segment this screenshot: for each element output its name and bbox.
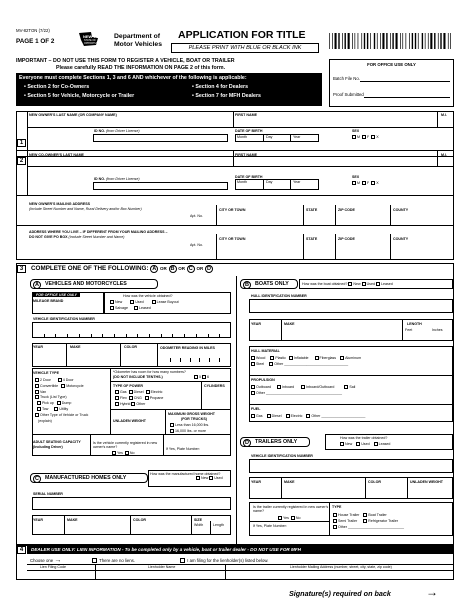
max-gross-options[interactable]: Less than 16,000 lbs. 16,000 lbs. or more: [170, 423, 209, 434]
field-divider: [44, 334, 45, 338]
vin-label: VEHICLE IDENTIFICATION NUMBER: [33, 317, 95, 321]
boat-inches-label: Inches: [432, 328, 443, 332]
vehicle-type-options[interactable]: 2 Door 4 Door Convertible Motorcycle Van Truck (List Type) Pick up Dump Tow Utility Other Type of Vehicle or Truck (explain): [35, 378, 88, 424]
lienholder-address-label: Lienholder Mailing Address (number, street, city, state, zip code): [290, 565, 392, 569]
barcode-bar: [422, 33, 423, 49]
field-divider: [172, 334, 173, 338]
barcode-bar: [412, 33, 413, 49]
part-b-heading: [240, 279, 298, 289]
barcode-bar: [382, 33, 384, 49]
barcode-bar: [352, 33, 353, 49]
odometer-digits-options[interactable]: 5 6: [194, 375, 209, 379]
field-divider: [79, 334, 80, 338]
barcode-bar: [361, 33, 362, 49]
office-only-tag: FOR OFFICE USE ONLY: [33, 293, 80, 297]
barcode-bar: [338, 33, 339, 49]
mailing-state-label: STATE: [306, 208, 318, 212]
section-2-number: 2: [17, 157, 26, 165]
trailer-type-label: TYPE: [332, 505, 342, 509]
residence-street-field[interactable]: [29, 245, 189, 257]
trailer-vin-field[interactable]: [249, 459, 453, 473]
dealer-bar-text: DEALER USE ONLY: LIEN INFORMATION - To be completed only by a vehicle, boat or trailer dealer - DO NOT USE FOR MFH: [31, 547, 301, 552]
part-c-title: MANUFACTURED HOMES ONLY: [45, 475, 127, 481]
vehicle-make-label: MAKE: [70, 345, 81, 349]
barcode-bar: [438, 33, 439, 49]
part-c-letter: C: [33, 475, 41, 483]
barcode-bar: [355, 33, 356, 49]
lien-choose-one: Choose one →: [30, 557, 62, 564]
home-year-label: YEAR: [33, 518, 43, 522]
boat-obtained-options[interactable]: How was the boat obtained? New Used Leased: [302, 282, 393, 286]
residence-city-label: CITY OR TOWN: [219, 237, 246, 241]
vehicle-year-label: YEAR: [33, 345, 43, 349]
mailing-address-note: (Include Street Number and Name, Rural Delivery and/or Box Number): [29, 207, 142, 211]
trailer-unladen-label: UNLADEN WEIGHT: [410, 480, 443, 484]
power-type-options[interactable]: Gas Diesel Electric Flex CNG Propane Hybrid Other: [115, 390, 163, 407]
owner-dob-month: Month: [237, 135, 247, 139]
trailer-make-label: MAKE: [284, 480, 295, 484]
agency-line2: Motor Vehicles: [114, 40, 162, 48]
barcode-bar: [380, 33, 381, 49]
section-1-number: 1: [17, 139, 26, 147]
vehicle-plate-label: If Yes, Plate Number:: [166, 447, 200, 451]
vehicle-registered-options[interactable]: Yes No: [112, 451, 134, 455]
trailer-registered-options[interactable]: Yes No: [278, 516, 300, 520]
batch-label: Batch File No.: [333, 76, 360, 81]
logo-state: NEW YORK: [83, 34, 105, 39]
lienholder-name-label: Lienholder Name: [148, 565, 176, 569]
coowner-dob-day: Day: [266, 180, 273, 184]
barcode-bar: [409, 33, 410, 49]
field-divider: [126, 334, 127, 338]
part-a-title: VEHICLES AND MOTORCYCLES: [45, 281, 127, 287]
barcode-bar: [332, 33, 333, 49]
residence-address-label: ADDRESS WHERE YOU LIVE – IF DIFFERENT FROM YOUR MAILING ADDRESS –: [29, 230, 168, 234]
field-divider: [170, 358, 171, 362]
odometer-label: ODOMETER READING IN MILES: [160, 346, 215, 350]
mailing-county-label: COUNTY: [393, 208, 409, 212]
field-divider: [199, 358, 200, 362]
home-obtained-label: How was the manufactured home obtained?: [150, 472, 221, 476]
field-divider: [67, 334, 68, 338]
barcode-bar: [364, 33, 365, 49]
field-divider: [184, 334, 185, 338]
mailing-apt-label: Apt. No.: [190, 214, 203, 218]
trailer-plate-label: If Yes, Plate Number:: [253, 524, 287, 528]
no-liens-option[interactable]: There are no liens.: [92, 558, 135, 563]
residence-apt-label: Apt. No.: [190, 243, 203, 247]
part-a-heading: [30, 279, 158, 289]
part-c-heading: [30, 473, 148, 483]
barcode-bar: [425, 33, 426, 49]
barcode-bar: [443, 33, 445, 49]
barcode-bar: [396, 33, 398, 49]
field-divider: [190, 358, 191, 362]
coowner-dob-month: Month: [237, 180, 247, 184]
bullet-4: • Section 7 for MFH Dealers: [192, 93, 261, 99]
owner-dob-field[interactable]: [235, 134, 319, 142]
bullet-2: • Section 4 for Dealers: [192, 84, 249, 90]
residence-county-label: COUNTY: [393, 237, 409, 241]
coowner-first-name-label: FIRST NAME: [235, 153, 257, 157]
field-divider: [91, 334, 92, 338]
residence-state-label: STATE: [306, 237, 318, 241]
barcode-bar: [390, 33, 391, 49]
odometer-field[interactable]: [160, 352, 229, 362]
ink-instruction: PLEASE PRINT WITH BLUE OR BLACK INK: [188, 45, 302, 51]
owner-id-label: ID NO. (from Driver License): [94, 129, 140, 133]
owner-dob-day: Day: [266, 135, 273, 139]
owner-dob-year: Year: [293, 135, 301, 139]
barcode-bar: [342, 33, 343, 49]
owner-first-name-field[interactable]: [235, 118, 435, 126]
proof-label: Proof Submitted: [333, 92, 364, 97]
owner-sex-label: SEX: [352, 129, 360, 133]
barcode-bar: [358, 33, 359, 49]
vehicle-obtained-row2[interactable]: Salvage Leased: [110, 306, 151, 310]
hin-label: HULL IDENTIFICATION NUMBER: [251, 294, 307, 298]
trailer-registered-question: Is the trailer currently registered in new owner's name?: [253, 505, 329, 514]
page-number: PAGE 1 OF 2: [16, 38, 55, 45]
required-sections-heading: Everyone must complete Sections 1, 3 and 6 AND whichever of the following is applicable:: [19, 75, 247, 81]
lien-arrow-icon: →: [54, 557, 62, 564]
barcode-bar: [370, 33, 371, 49]
owner-dob-label: DATE OF BIRTH: [235, 129, 263, 133]
vin-field[interactable]: [32, 322, 231, 338]
part-b-title: BOATS ONLY: [255, 281, 289, 287]
coowner-first-name-field[interactable]: [235, 158, 435, 166]
agency-name: [114, 33, 162, 48]
field-divider: [137, 334, 138, 338]
mailing-address-label: NEW OWNER'S MAILING ADDRESS: [29, 202, 91, 206]
vehicle-type-label: VEHICLE TYPE: [33, 371, 59, 375]
part-d-title: TRAILERS ONLY: [255, 439, 298, 445]
barcode-bar: [430, 33, 432, 49]
barcode-bar: [450, 33, 451, 49]
nys-logo: [78, 31, 108, 48]
barcode-bar: [406, 33, 407, 49]
mileage-brand-label: MILEAGE BRAND: [33, 299, 64, 303]
boat-year-label: YEAR: [251, 322, 261, 326]
owner-mi-field[interactable]: [439, 118, 453, 126]
trailer-color-label: COLOR: [368, 480, 381, 484]
boat-length-label: LENGTH: [407, 322, 422, 326]
barcode-icon: [329, 33, 453, 49]
barcode-bar: [440, 33, 441, 49]
barcode-bar: [428, 33, 429, 49]
important-line1: IMPORTANT – DO NOT USE THIS FORM TO REGISTER A VEHICLE, BOAT OR TRAILER: [16, 58, 235, 64]
part-a-letter: A: [33, 281, 41, 289]
fuel-options[interactable]: Gas Diesel Electric Other ______________________: [251, 414, 365, 418]
field-divider: [149, 334, 150, 338]
trailer-type-options[interactable]: House Trailer Boat Trailer Semi Trailer Refrigerator Trailer Other ____________________________: [333, 512, 404, 530]
agency-line1: Department of: [114, 33, 161, 40]
part-d-letter: D: [243, 439, 251, 447]
form-title: APPLICATION FOR TITLE: [178, 29, 306, 41]
part-d-heading: [240, 437, 310, 447]
owner-sex-options[interactable]: M F X: [352, 135, 379, 139]
coowner-dob-field[interactable]: [235, 179, 319, 190]
signature-required: Signature(s) required on back: [289, 589, 391, 598]
coowner-sex-label: SEX: [352, 175, 360, 179]
lien-code-label: Lien Filing Code: [40, 565, 66, 569]
vehicle-obtained-row1[interactable]: New Used Lease Buyout: [110, 300, 179, 304]
barcode-bar: [448, 33, 449, 49]
boat-make-label: MAKE: [284, 322, 295, 326]
home-obtained-options[interactable]: New Used: [196, 476, 223, 480]
field-divider: [209, 358, 210, 362]
residence-zip-label: ZIP CODE: [338, 237, 355, 241]
logo-sub: STATE OF OPPORTUNITY.: [84, 39, 103, 45]
trailer-vin-label: VEHICLE IDENTIFICATION NUMBER: [251, 454, 313, 458]
field-divider: [102, 334, 103, 338]
bullet-1: • Section 2 for Co-Owners: [24, 84, 90, 90]
mailing-city-label: CITY OR TOWN: [219, 208, 246, 212]
important-line2: Please carefully READ THE INFORMATION ON PAGE 2 of this form.: [56, 65, 226, 71]
barcode-bar: [400, 33, 401, 49]
field-divider: [219, 334, 220, 338]
home-make-label: MAKE: [67, 518, 78, 522]
owner-last-name-field[interactable]: [29, 118, 232, 126]
odometer-digits-note: *Odometer has room for how many numbers?: [113, 370, 186, 374]
coowner-last-name-field[interactable]: [29, 158, 232, 166]
owner-first-name-label: FIRST NAME: [235, 113, 257, 117]
coowner-dob-label: DATE OF BIRTH: [235, 175, 263, 179]
max-gross-trucks: (FOR TRUCKS): [181, 417, 207, 421]
required-sections-box: [16, 73, 322, 106]
form-id: MV-82TON (7/22): [16, 28, 50, 33]
propulsion-label: PROPULSION: [251, 378, 275, 382]
field-divider: [114, 334, 115, 338]
vehicle-registered-question: Is the vehicle currently registered in new owner's name?: [93, 441, 158, 450]
barcode-bar: [392, 33, 393, 49]
vehicle-color-label: COLOR: [124, 345, 137, 349]
serial-number-label: SERIAL NUMBER: [33, 492, 63, 496]
mailing-street-field[interactable]: [29, 214, 189, 223]
field-divider: [219, 358, 220, 362]
barcode-bar: [348, 33, 350, 49]
home-width-label: Width: [194, 523, 204, 527]
mailing-city-field[interactable]: [219, 214, 301, 223]
barcode-bar: [335, 33, 337, 49]
coowner-dob-year: Year: [293, 180, 301, 184]
vehicle-obtained-label: How was the vehicle obtained?: [123, 294, 173, 298]
home-size-label: SIZE: [194, 518, 202, 522]
mailing-zip-label: ZIP CODE: [338, 208, 355, 212]
cylinders-label: CYLINDERS: [204, 384, 225, 388]
serial-number-field[interactable]: [32, 497, 231, 510]
owner-last-name-label: NEW OWNER'S LAST NAME (OR COMPANY NAME): [29, 113, 117, 117]
trailer-year-label: YEAR: [251, 480, 261, 484]
section-4-number: 4: [17, 546, 26, 554]
field-divider: [55, 334, 56, 338]
section-3-number: 3: [17, 265, 26, 273]
barcode-bar: [418, 33, 419, 49]
hin-field[interactable]: [249, 299, 453, 313]
boat-feet-label: Feet: [405, 328, 413, 332]
barcode-bar: [415, 33, 416, 49]
home-color-label: COLOR: [133, 518, 146, 522]
odometer-tenths-note: (DO NOT INCLUDE TENTHS.): [113, 375, 163, 379]
barcode-bar: [329, 33, 330, 49]
part-b-letter: B: [243, 281, 251, 289]
barcode-bar: [386, 33, 387, 49]
coowner-id-label: ID NO. (from Driver License): [94, 177, 140, 181]
field-divider: [208, 334, 209, 338]
field-divider: [161, 334, 162, 338]
fuel-label: FUEL: [251, 407, 261, 411]
coowner-id-field[interactable]: [93, 182, 228, 190]
next-page-arrow-icon: →: [426, 585, 438, 599]
trailer-obtained-label: How was the trailer obtained?: [340, 436, 388, 440]
barcode-bar: [377, 33, 378, 49]
barcode-bar: [402, 33, 403, 49]
home-length-label: Length: [213, 523, 224, 527]
barcode-bar: [434, 33, 435, 49]
field-divider: [180, 358, 181, 362]
hull-material-options[interactable]: Wood Plastic Inflatable Fiberglass Aluminum Steel Other ________________________________: [251, 355, 361, 367]
hull-material-label: HULL MATERIAL: [251, 349, 280, 353]
coowner-last-name-label: NEW CO-OWNER'S LAST NAME: [29, 153, 84, 157]
barcode-bar: [367, 33, 368, 49]
max-gross-label: MAXIMUM GROSS WEIGHT: [168, 412, 215, 416]
filing-liens-option[interactable]: I am filing for the lienholder(s) listed below.: [180, 558, 268, 563]
barcode-bar: [345, 33, 346, 49]
power-type-label: TYPE OF POWER: [113, 384, 143, 388]
unladen-weight-label: UNLADEN WEIGHT: [113, 419, 146, 423]
owner-id-field[interactable]: [93, 134, 228, 142]
trailer-obtained-options[interactable]: New Used Leased: [340, 442, 390, 446]
barcode: [329, 33, 453, 49]
bullet-3: • Section 5 for Vehicle, Motorcycle or Trailer: [24, 93, 135, 99]
seating-note: (Including Driver): [33, 445, 63, 449]
barcode-bar: [374, 33, 375, 49]
office-use-title: FOR OFFICE USE ONLY: [367, 62, 416, 67]
coowner-mi-label: M.I.: [441, 153, 447, 157]
seating-label: ADULT SEATING CAPACITY: [33, 440, 81, 444]
residence-address-label-2: DO NOT GIVE PO BOX (Include Street Number and Name): [29, 235, 125, 239]
section-3-heading: COMPLETE ONE OF THE FOLLOWING: A OR B OR C OR D: [31, 265, 213, 273]
owner-mi-label: M.I.: [441, 113, 447, 117]
propulsion-options[interactable]: Outboard Inboard Inboard/Outboard Sail Other ______________________________________: [251, 384, 355, 396]
field-divider: [196, 334, 197, 338]
coowner-sex-options[interactable]: M F X: [352, 181, 379, 185]
